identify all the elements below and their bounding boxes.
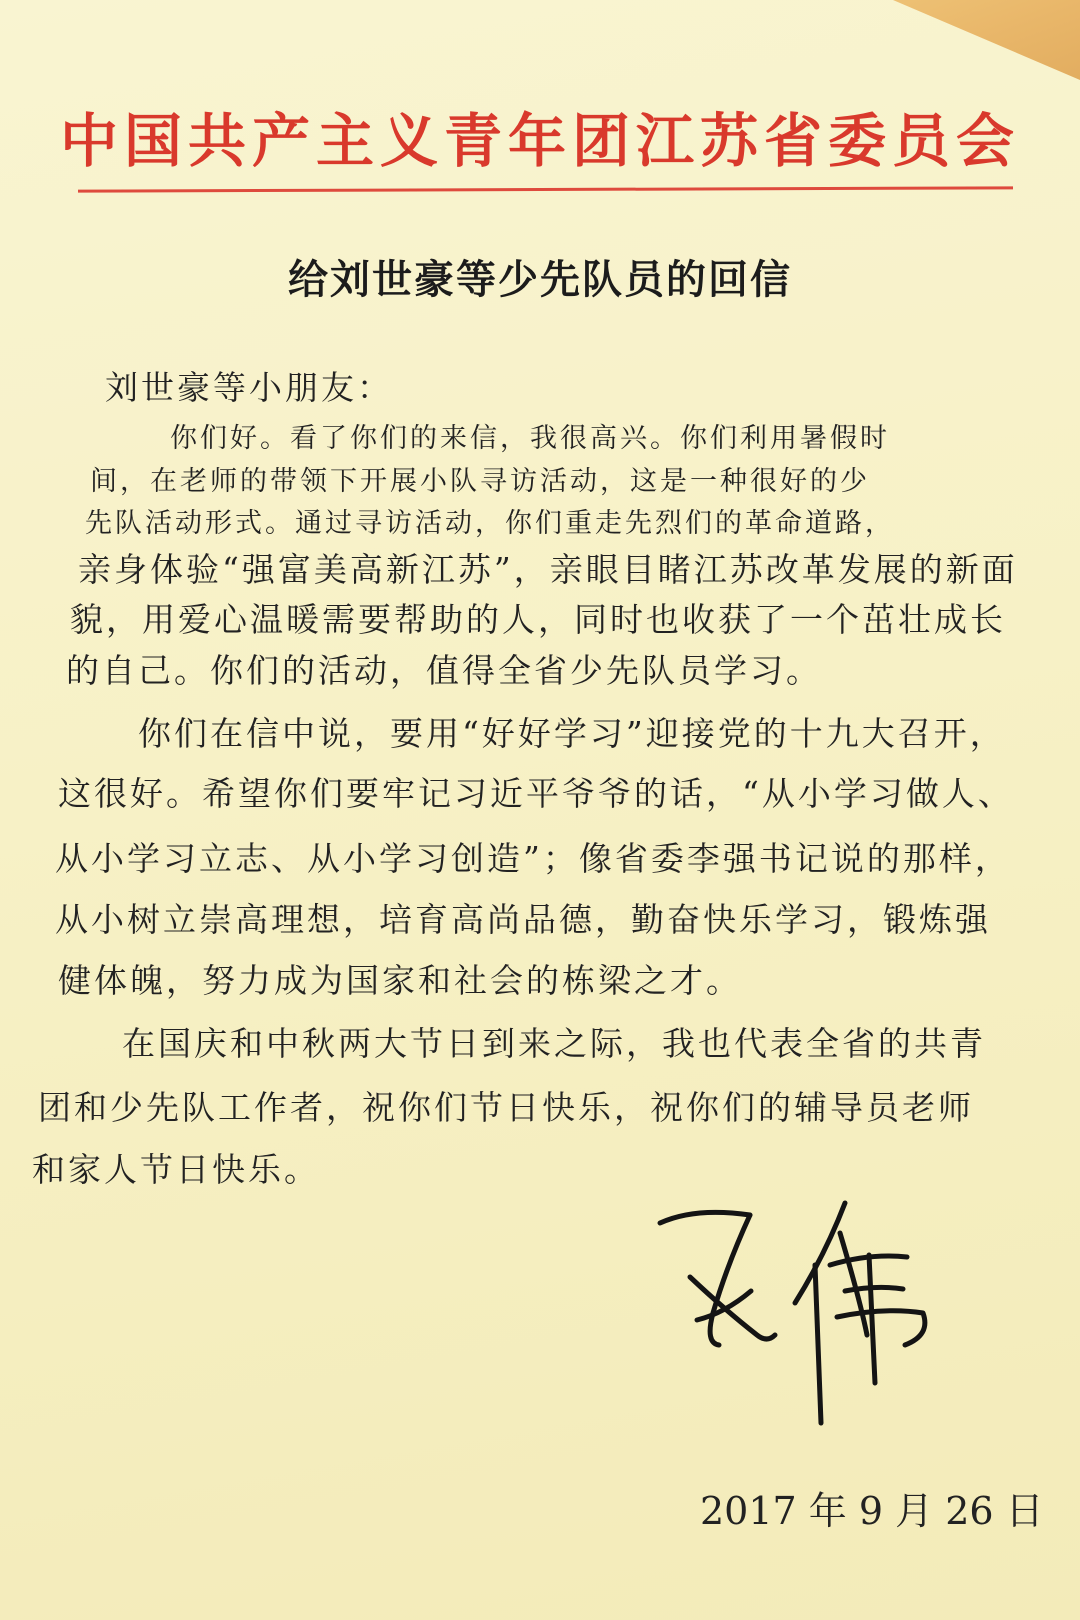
letter-line: 和家人节日快乐。: [32, 1150, 320, 1189]
letter-line: 你们好。看了你们的来信，我很高兴。你们利用暑假时: [170, 423, 890, 454]
letter-line: 团和少先队工作者，祝你们节日快乐，祝你们的辅导员老师: [38, 1088, 974, 1127]
letterhead-org-name: 中国共产主义青年团江苏省委员会: [59, 107, 1020, 175]
handwritten-signature: [655, 1195, 955, 1435]
letter-line: 先队活动形式。通过寻访活动，你们重走先烈们的革命道路，: [85, 508, 895, 539]
letter-title: 给刘世豪等少先队员的回信: [288, 257, 792, 303]
letter-line: 你们在信中说，要用“好好学习”迎接党的十九大召开，: [138, 714, 1006, 753]
letter-line: 从小学习立志、从小学习创造”；像省委李强书记说的那样，: [55, 839, 1011, 878]
letter-line: 从小树立崇高理想，培育高尚品德，勤奋快乐学习，锻炼强: [55, 900, 991, 939]
letter-line: 健体魄，努力成为国家和社会的栋梁之才。: [58, 961, 742, 1000]
letter-line: 的自己。你们的活动，值得全省少先队员学习。: [66, 651, 822, 690]
letter-line: 这很好。希望你们要牢记习近平爷爷的话，“从小学习做人、: [58, 774, 1014, 813]
letter-line: 间，在老师的带领下开展小队寻访活动，这是一种很好的少: [90, 466, 870, 497]
envelope-corner: [740, 0, 1080, 80]
letter-line: 貌，用爱心温暖需要帮助的人，同时也收获了一个茁壮成长: [70, 600, 1006, 639]
letter-line: 在国庆和中秋两大节日到来之际，我也代表全省的共青: [122, 1024, 986, 1063]
letterhead-divider: [78, 186, 1013, 192]
letter-date: 2017 年 9 月 26 日: [700, 1489, 1044, 1533]
letter-line: 亲身体验“强富美高新江苏”，亲眼目睹江苏改革发展的新面: [78, 550, 1018, 589]
letter-salutation: 刘世豪等小朋友：: [105, 368, 393, 407]
